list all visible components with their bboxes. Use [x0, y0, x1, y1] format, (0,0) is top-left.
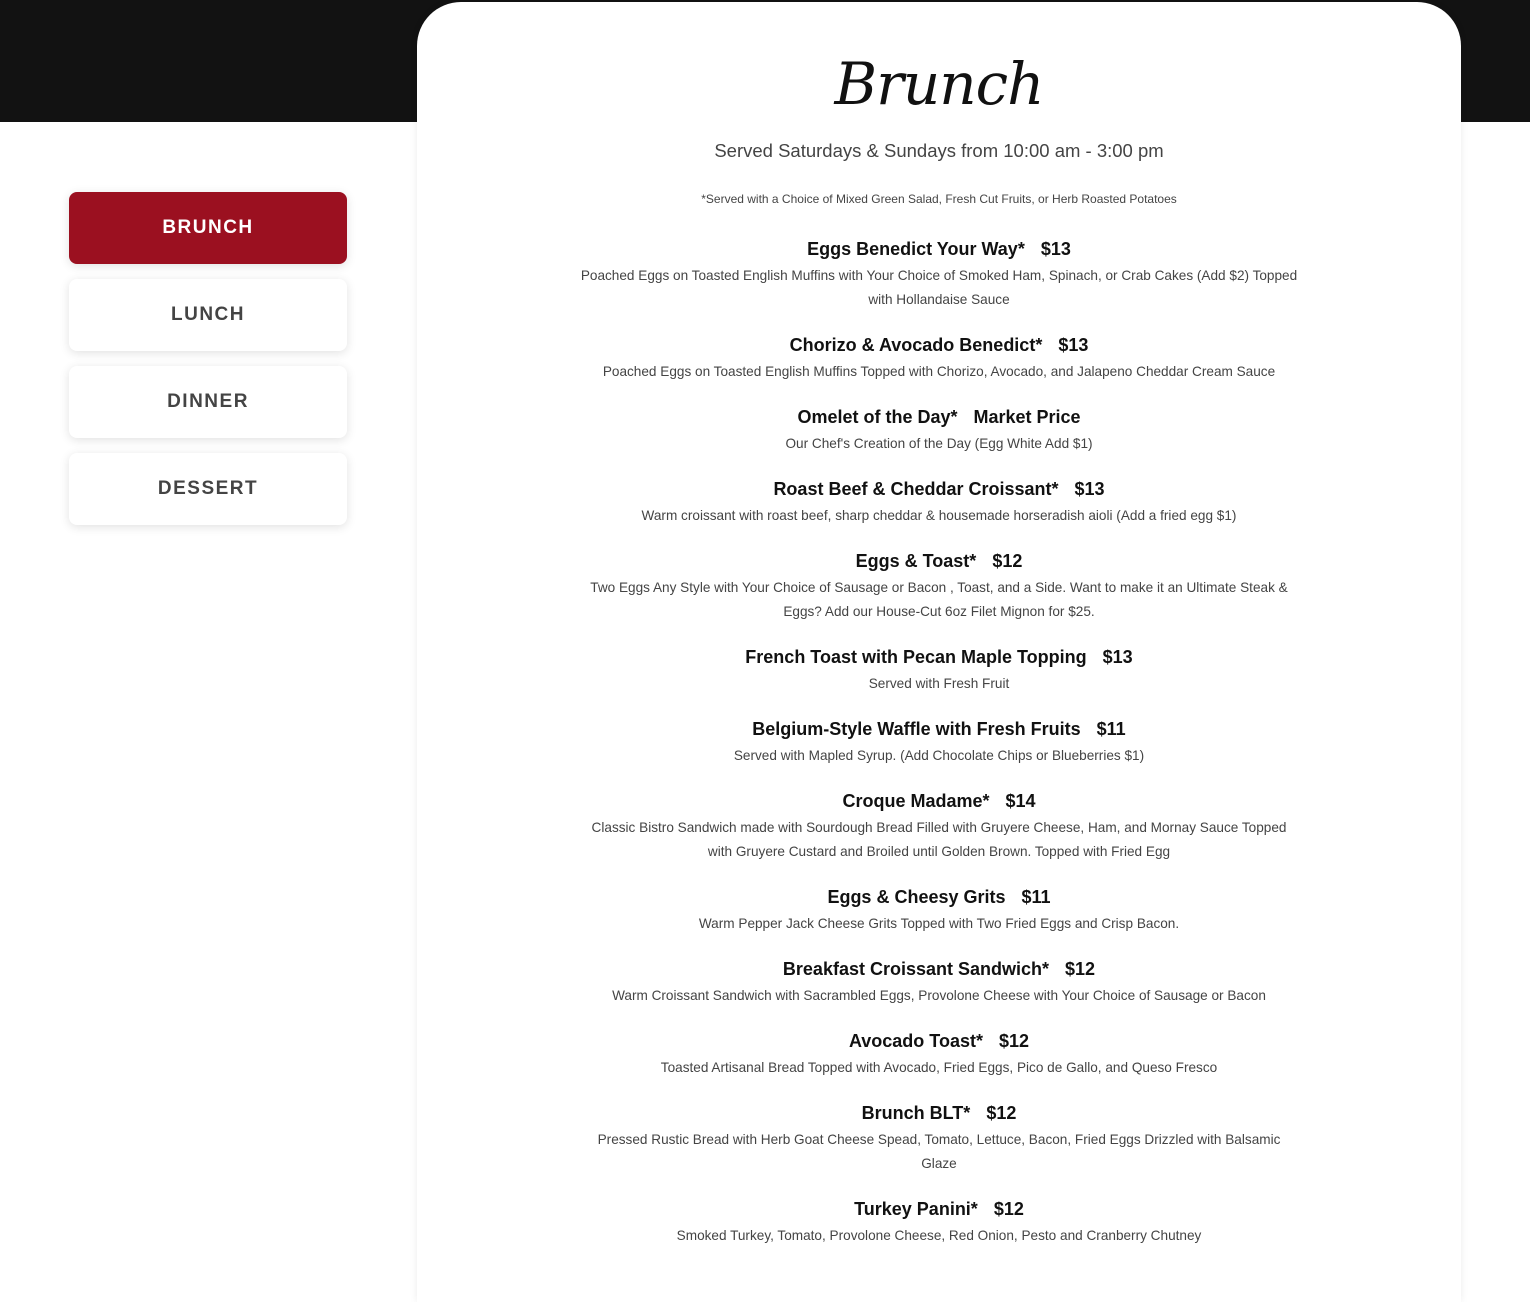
menu-items-list	[579, 236, 1299, 1248]
menu-item-description: Smoked Turkey, Tomato, Provolone Cheese, Red Onion, Pesto and Cranberry Chutney	[676, 1228, 1202, 1243]
menu-item-description: Two Eggs Any Style with Your Choice of Sausage or Bacon , Toast, and a Side. Want to make it an Ultimate Steak & Eggs? Add our House-Cut 6oz Filet Mignon for $25.	[590, 580, 1288, 619]
menu-item-name	[579, 1100, 1299, 1126]
menu-item-description: Pressed Rustic Bread with Herb Goat Cheese Spead, Tomato, Lettuce, Bacon, Fried Eggs Drizzled with Balsamic Glaze	[597, 1132, 1281, 1171]
menu-item-description: Warm croissant with roast beef, sharp cheddar & housemade horseradish aioli (Add a fried egg $1)	[641, 508, 1237, 523]
menu-item-price: $14	[1005, 791, 1036, 811]
menu-item	[579, 1028, 1299, 1080]
menu-item-price: $13	[1102, 647, 1133, 667]
menu-item-title: Turkey Panini*	[854, 1199, 978, 1219]
menu-item	[579, 788, 1299, 864]
menu-item-description: Warm Croissant Sandwich with Sacrambled Eggs, Provolone Cheese with Your Choice of Sausage or Bacon	[612, 988, 1266, 1003]
menu-item-description: Our Chef's Creation of the Day (Egg White Add $1)	[785, 436, 1093, 451]
nav-button-dessert[interactable]: DESSERT	[69, 453, 347, 525]
menu-item-description: Served with Mapled Syrup. (Add Chocolate Chips or Blueberries $1)	[733, 748, 1145, 763]
menu-note: *Served with a Choice of Mixed Green Salad, Fresh Cut Fruits, or Herb Roasted Potatoes	[701, 192, 1177, 206]
menu-item-price: $12	[1065, 959, 1096, 979]
menu-item-title: Brunch BLT*	[861, 1103, 971, 1123]
menu-item-description: Warm Pepper Jack Cheese Grits Topped with Two Fried Eggs and Crisp Bacon.	[698, 916, 1180, 931]
menu-item-price: $11	[1021, 887, 1051, 907]
menu-item	[579, 644, 1299, 696]
menu-item-name	[579, 716, 1299, 742]
menu-item-title: French Toast with Pecan Maple Topping	[745, 647, 1087, 667]
nav-button-brunch[interactable]: BRUNCH	[69, 192, 347, 264]
menu-item	[579, 236, 1299, 312]
menu-item-price: $13	[1040, 239, 1071, 259]
menu-item	[579, 716, 1299, 768]
menu-item-description: Classic Bistro Sandwich made with Sourdough Bread Filled with Gruyere Cheese, Ham, and Mornay Sauce Topped with Gruyere Custard and Broiled until Golden Brown. Topped with Fried Egg	[591, 820, 1287, 859]
menu-item-price: $12	[992, 551, 1023, 571]
menu-item-title: Eggs & Cheesy Grits	[827, 887, 1006, 907]
menu-item-name	[579, 1196, 1299, 1222]
menu-item-name	[579, 236, 1299, 262]
menu-item-name	[579, 332, 1299, 358]
menu-item-title: Avocado Toast*	[848, 1031, 983, 1051]
menu-item-name	[579, 956, 1299, 982]
nav-button-dinner[interactable]: DINNER	[69, 366, 347, 438]
menu-item-name	[579, 404, 1299, 430]
menu-item	[579, 884, 1299, 936]
menu-item-price: Market Price	[973, 407, 1081, 427]
menu-item-name	[579, 644, 1299, 670]
menu-item	[579, 956, 1299, 1008]
menu-item-description: Poached Eggs on Toasted English Muffins Topped with Chorizo, Avocado, and Jalapeno Cheddar Cream Sauce	[602, 364, 1276, 379]
menu-item-name	[579, 788, 1299, 814]
nav-button-lunch[interactable]: LUNCH	[69, 279, 347, 351]
menu-item	[579, 476, 1299, 528]
menu-item-title: Croque Madame*	[842, 791, 990, 811]
menu-item-price: $13	[1058, 335, 1089, 355]
menu-subtitle: Served Saturdays & Sundays from 10:00 am - 3:00 pm	[714, 140, 1164, 161]
menu-item-title: Omelet of the Day*	[797, 407, 958, 427]
menu-item-title: Chorizo & Avocado Benedict*	[789, 335, 1043, 355]
menu-item-description: Poached Eggs on Toasted English Muffins with Your Choice of Smoked Ham, Spinach, or Crab Cakes (Add $2) Topped with Hollandaise Sauce	[580, 268, 1298, 307]
menu-item-title: Belgium-Style Waffle with Fresh Fruits	[752, 719, 1081, 739]
menu-item-name	[579, 548, 1299, 574]
menu-item-price: $12	[986, 1103, 1017, 1123]
menu-item	[579, 332, 1299, 384]
menu-title: Brunch	[834, 50, 1044, 118]
menu-item-name	[579, 1028, 1299, 1054]
menu-item	[579, 404, 1299, 456]
menu-item	[579, 1100, 1299, 1176]
menu-item-price: $13	[1074, 479, 1105, 499]
menu-item	[579, 548, 1299, 624]
menu-item	[579, 1196, 1299, 1248]
menu-item-title: Eggs & Toast*	[855, 551, 977, 571]
menu-item-name	[579, 476, 1299, 502]
menu-card	[417, 2, 1461, 1302]
menu-item-price: $12	[998, 1031, 1030, 1051]
menu-item-description: Toasted Artisanal Bread Topped with Avocado, Fried Eggs, Pico de Gallo, and Queso Fresco	[660, 1060, 1218, 1075]
menu-item-title: Breakfast Croissant Sandwich*	[782, 959, 1050, 979]
menu-category-nav	[69, 192, 347, 540]
menu-item-title: Roast Beef & Cheddar Croissant*	[773, 479, 1059, 499]
menu-item-description: Served with Fresh Fruit	[868, 676, 1010, 691]
menu-item-price: $11	[1096, 719, 1126, 739]
menu-item-title: Eggs Benedict Your Way*	[807, 239, 1025, 259]
menu-item-price: $12	[993, 1199, 1024, 1219]
menu-item-name	[579, 884, 1299, 910]
